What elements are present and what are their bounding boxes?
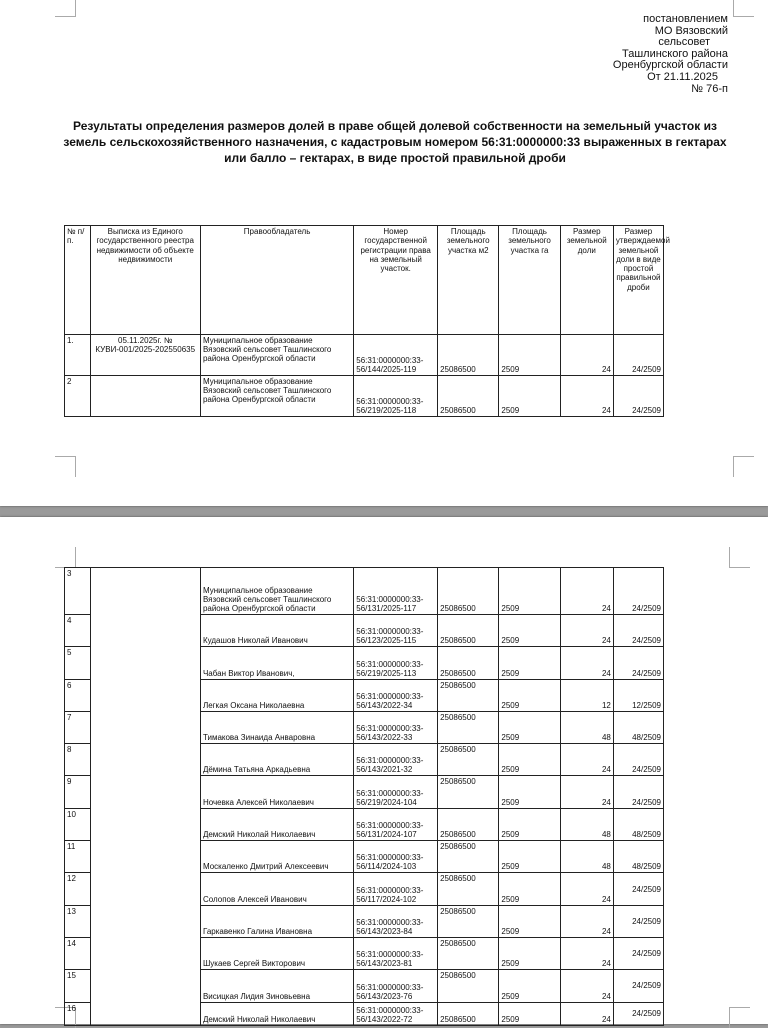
document-page-1 — [0, 0, 768, 506]
row-number: 14 — [65, 937, 91, 969]
row-area-ha: 2509 — [499, 615, 560, 647]
row-fraction: 24/2509 — [613, 615, 663, 647]
row-registration: 56:31:0000000:33-56/131/2024-107 — [354, 808, 438, 840]
row-area-m2: 25086500 — [438, 905, 499, 937]
header-line: № 76-п — [691, 82, 728, 95]
row-area-m2: 25086500 — [438, 1002, 499, 1025]
row-number: 12 — [65, 873, 91, 905]
row-area-ha: 2509 — [499, 776, 560, 808]
row-holder: Тимакова Зинаида Анваровна — [200, 711, 353, 743]
header-line: Оренбургской области — [612, 59, 728, 72]
row-area-m2: 25086500 — [438, 808, 499, 840]
row-area-ha: 2509 — [499, 937, 560, 969]
crop-mark — [733, 0, 754, 17]
row-holder: Солопов Алексей Иванович — [200, 873, 353, 905]
row-area-m2: 25086500 — [438, 841, 499, 873]
row-registration: 56:31:0000000:33-56/143/2023-84 — [354, 905, 438, 937]
header-fraction: Размер утверждаемой земельной доли в виде простой правильной дроби — [613, 226, 663, 335]
row-area-m2: 25086500 — [438, 335, 499, 376]
row-holder: Демский Николай Николаевич — [200, 1002, 353, 1025]
row-fraction: 24/2509 — [613, 647, 663, 679]
row-fraction: 24/2509 — [613, 873, 663, 905]
row-share: 24 — [560, 937, 613, 969]
row-area-m2: 25086500 — [438, 647, 499, 679]
row-area-m2: 25086500 — [438, 970, 499, 1002]
document-title: Результаты определения размеров долей в праве общей долевой собственности на земельный участок из земель сельскохозяйственного назначения, с кадастровым номером 56:31:0000000:33 выраженных в гектарах или балло – гектарах, в виде простой правильной дроби — [63, 119, 727, 165]
crop-mark — [55, 456, 76, 477]
row-area-ha: 2509 — [499, 568, 560, 615]
row-extract — [90, 568, 200, 1026]
row-holder: Гаркавенко Галина Ивановна — [200, 905, 353, 937]
row-fraction: 24/2509 — [613, 568, 663, 615]
row-extract: 05.11.2025г. № КУВИ-001/2025-202550635 — [90, 335, 200, 376]
row-number: 3 — [65, 568, 91, 615]
crop-mark — [733, 456, 754, 477]
row-share: 48 — [560, 711, 613, 743]
row-share: 48 — [560, 841, 613, 873]
row-holder: Ночевка Алексей Николаевич — [200, 776, 353, 808]
row-registration: 56:31:0000000:33-56/143/2021-32 — [354, 744, 438, 776]
header-extract: Выписка из Единого государственного реестра недвижимости об объекте недвижимости — [90, 226, 200, 335]
row-holder: Муниципальное образование Вязовский сельсовет Ташлинского района Оренбургской области — [200, 335, 353, 376]
row-fraction: 48/2509 — [613, 808, 663, 840]
row-holder: Висицкая Лидия Зиновьевна — [200, 970, 353, 1002]
crop-mark — [55, 547, 76, 568]
row-area-ha: 2509 — [499, 1002, 560, 1025]
table-row — [65, 376, 664, 417]
shares-table-page-1 — [64, 225, 670, 417]
row-extract — [90, 376, 200, 417]
row-holder: Чабан Виктор Иванович, — [200, 647, 353, 679]
row-area-ha: 2509 — [499, 679, 560, 711]
row-share: 24 — [560, 568, 613, 615]
row-registration: 56:31:0000000:33-56/117/2024-102 — [354, 873, 438, 905]
row-number: 4 — [65, 615, 91, 647]
crop-mark — [729, 1007, 750, 1028]
row-fraction: 24/2509 — [613, 970, 663, 1002]
row-share: 24 — [560, 744, 613, 776]
table-header-row — [65, 226, 664, 335]
header-share: Размер земельной доли — [560, 226, 613, 335]
row-area-ha: 2509 — [499, 841, 560, 873]
row-area-ha: 2509 — [499, 711, 560, 743]
row-fraction: 24/2509 — [613, 335, 663, 376]
row-number: 16 — [65, 1002, 91, 1025]
row-registration: 56:31:0000000:33-56/123/2025-115 — [354, 615, 438, 647]
row-fraction: 48/2509 — [613, 711, 663, 743]
row-area-ha: 2509 — [499, 335, 560, 376]
row-number: 9 — [65, 776, 91, 808]
row-area-m2: 25086500 — [438, 873, 499, 905]
header-holder: Правообладатель — [200, 226, 353, 335]
row-number: 1. — [65, 335, 91, 376]
row-number: 15 — [65, 970, 91, 1002]
header-line: Ташлинского района — [622, 47, 728, 60]
row-fraction: 24/2509 — [613, 744, 663, 776]
row-number: 11 — [65, 841, 91, 873]
row-area-m2: 25086500 — [438, 568, 499, 615]
row-registration: 56:31:0000000:33-56/219/2024-104 — [354, 776, 438, 808]
row-registration: 56:31:0000000:33-56/143/2022-72 — [354, 1002, 438, 1025]
document-page-2 — [0, 517, 768, 1024]
row-fraction: 24/2509 — [613, 937, 663, 969]
row-area-ha: 2509 — [499, 905, 560, 937]
row-area-m2: 25086500 — [438, 776, 499, 808]
row-registration: 56:31:0000000:33-56/144/2025-119 — [354, 335, 438, 376]
row-share: 24 — [560, 873, 613, 905]
row-number: 13 — [65, 905, 91, 937]
row-fraction: 24/2509 — [613, 776, 663, 808]
row-share: 24 — [560, 647, 613, 679]
row-number: 6 — [65, 679, 91, 711]
table-row — [65, 335, 664, 376]
row-area-ha: 2509 — [499, 376, 560, 417]
row-registration: 56:31:0000000:33-56/219/2025-113 — [354, 647, 438, 679]
row-area-m2: 25086500 — [438, 376, 499, 417]
row-number: 7 — [65, 711, 91, 743]
row-fraction: 12/2509 — [613, 679, 663, 711]
row-number: 8 — [65, 744, 91, 776]
resolution-header — [488, 14, 728, 95]
crop-mark — [729, 547, 750, 568]
row-holder: Демский Николай Николаевич — [200, 808, 353, 840]
row-share: 12 — [560, 679, 613, 711]
row-area-m2: 25086500 — [438, 615, 499, 647]
header-line: От 21.11.2025 — [647, 70, 718, 83]
row-share: 24 — [560, 615, 613, 647]
row-number: 5 — [65, 647, 91, 679]
header-area-m2: Площадь земельного участка м2 — [438, 226, 499, 335]
row-area-ha: 2509 — [499, 647, 560, 679]
row-area-m2: 25086500 — [438, 744, 499, 776]
row-area-ha: 2509 — [499, 873, 560, 905]
row-area-m2: 25086500 — [438, 679, 499, 711]
row-share: 24 — [560, 376, 613, 417]
row-registration: 56:31:0000000:33-56/131/2025-117 — [354, 568, 438, 615]
row-area-ha: 2509 — [499, 808, 560, 840]
crop-mark — [55, 0, 76, 17]
row-number: 10 — [65, 808, 91, 840]
row-registration: 56:31:0000000:33-56/143/2022-33 — [354, 711, 438, 743]
row-share: 24 — [560, 335, 613, 376]
header-line: постановлением — [643, 13, 728, 25]
row-holder: Легкая Оксана Николаевна — [200, 679, 353, 711]
row-registration: 56:31:0000000:33-56/143/2022-34 — [354, 679, 438, 711]
row-fraction: 48/2509 — [613, 841, 663, 873]
row-area-ha: 2509 — [499, 970, 560, 1002]
row-area-m2: 25086500 — [438, 711, 499, 743]
row-share: 24 — [560, 1002, 613, 1025]
row-holder: Кудашов Николай Иванович — [200, 615, 353, 647]
row-fraction: 24/2509 — [613, 905, 663, 937]
table-row — [65, 568, 664, 615]
row-holder: Москаленко Дмитрий Алексеевич — [200, 841, 353, 873]
row-holder: Муниципальное образование Вязовский сельсовет Ташлинского района Оренбургской области — [200, 376, 353, 417]
row-share: 48 — [560, 808, 613, 840]
row-share: 24 — [560, 905, 613, 937]
header-line: сельсовет — [658, 36, 710, 49]
row-holder: Шукаев Сергей Викторович — [200, 937, 353, 969]
row-holder: Дёмина Татьяна Аркадьевна — [200, 744, 353, 776]
row-fraction: 24/2509 — [613, 376, 663, 417]
header-registration: Номер государственной регистрации права на земельный участок. — [354, 226, 438, 335]
shares-table-page-2 — [64, 567, 664, 1026]
header-area-ha: Площадь земельного участка га — [499, 226, 560, 335]
row-registration: 56:31:0000000:33-56/219/2025-118 — [354, 376, 438, 417]
row-share: 24 — [560, 776, 613, 808]
row-fraction: 24/2509 — [613, 1002, 663, 1025]
header-line: МО Вязовский — [654, 24, 728, 37]
row-area-m2: 25086500 — [438, 937, 499, 969]
row-registration: 56:31:0000000:33-56/143/2023-76 — [354, 970, 438, 1002]
row-area-ha: 2509 — [499, 744, 560, 776]
row-holder: Муниципальное образование Вязовский сельсовет Ташлинского района Оренбургской области — [200, 568, 353, 615]
header-number: № п/п. — [65, 226, 91, 335]
row-number: 2 — [65, 376, 91, 417]
row-registration: 56:31:0000000:33-56/143/2023-81 — [354, 937, 438, 969]
row-share: 24 — [560, 970, 613, 1002]
row-registration: 56:31:0000000:33-56/114/2024-103 — [354, 841, 438, 873]
